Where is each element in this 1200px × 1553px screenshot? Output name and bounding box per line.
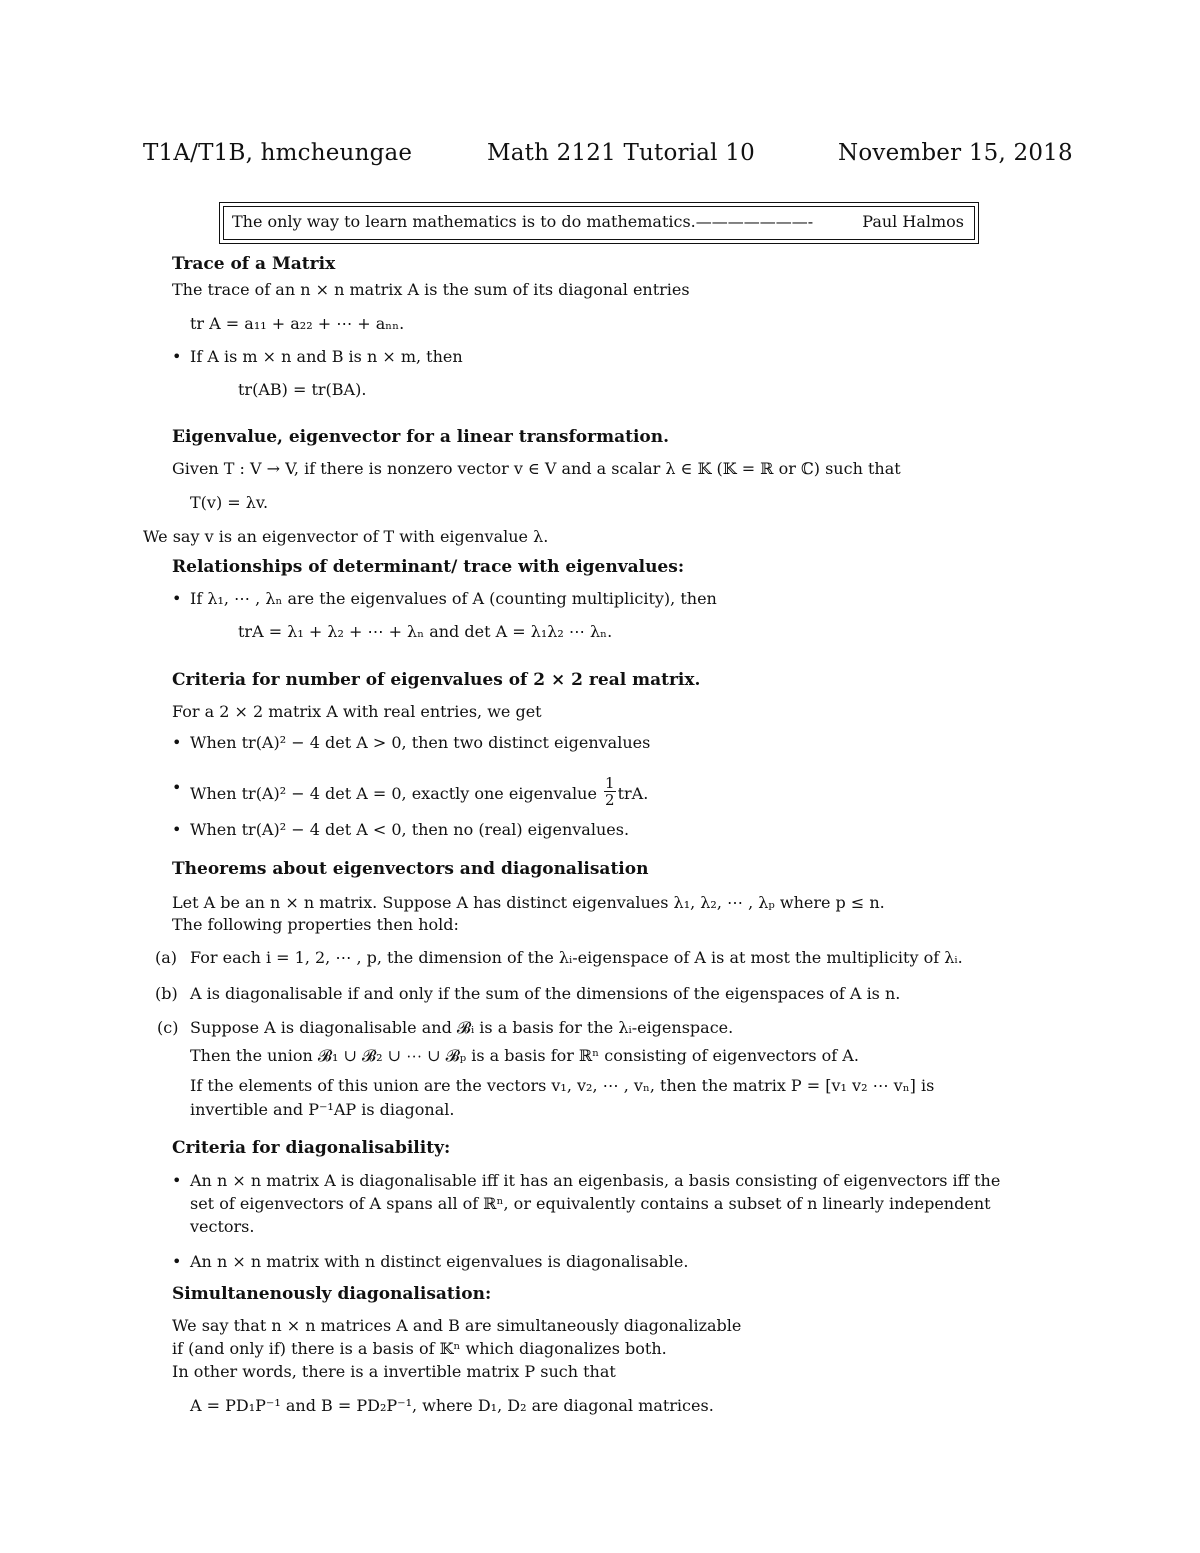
relationships-bullet: If λ₁, ⋯ , λₙ are the eigenvalues of A (counting multiplicity), then (190, 589, 717, 608)
header-date: November 15, 2018 (838, 140, 1073, 166)
theorems-intro-2: The following properties then hold: (172, 915, 459, 934)
criteria-bullet-2-post: trA. (617, 784, 649, 803)
diag-bullet-1-line-1: An n × n matrix A is diagonalisable iff it has an eigenbasis, a basis consisting of eigenvectors iff the (190, 1171, 1001, 1190)
bullet-icon: • (172, 820, 182, 839)
quote-text: The only way to learn mathematics is to do mathematics.———————- (232, 212, 814, 231)
quote-author: Paul Halmos (862, 212, 964, 231)
simultaneous-line-2: if (and only if) there is a basis of 𝕂ⁿ which diagonalizes both. (172, 1339, 667, 1358)
header-title: Math 2121 Tutorial 10 (487, 140, 755, 166)
bullet-icon: • (172, 1252, 182, 1271)
trace-intro: The trace of an n × n matrix A is the sum of its diagonal entries (172, 280, 690, 299)
fraction-half (604, 775, 616, 808)
bullet-icon: • (172, 778, 182, 797)
bullet-icon: • (172, 733, 182, 752)
theorem-c-text-1: Suppose A is diagonalisable and 𝓑ᵢ is a basis for the λᵢ-eigenspace. (190, 1018, 734, 1037)
theorems-intro-1: Let A be an n × n matrix. Suppose A has distinct eigenvalues λ₁, λ₂, ⋯ , λₚ where p ≤ n. (172, 893, 885, 912)
trace-bullet: If A is m × n and B is n × m, then (190, 347, 463, 366)
heading-diagonalisability: Criteria for diagonalisability: (172, 1138, 451, 1158)
fraction-denominator: 2 (605, 791, 615, 809)
theorem-a-label: (a) (155, 948, 178, 967)
diag-bullet-2: An n × n matrix with n distinct eigenvalues is diagonalisable. (190, 1252, 689, 1271)
trace-bullet-formula: tr(AB) = tr(BA). (238, 380, 367, 399)
simultaneous-formula: A = PD₁P⁻¹ and B = PD₂P⁻¹, where D₁, D₂ are diagonal matrices. (190, 1396, 714, 1415)
eigen-given: Given T : V → V, if there is nonzero vector v ∈ V and a scalar λ ∈ 𝕂 (𝕂 = ℝ or ℂ) such that (172, 459, 901, 478)
theorem-c-text-2: Then the union 𝓑₁ ∪ 𝓑₂ ∪ ⋯ ∪ 𝓑ₚ is a basis for ℝⁿ consisting of eigenvectors of A. (190, 1046, 859, 1065)
criteria-bullet-2 (190, 774, 649, 811)
fraction-numerator: 1 (605, 774, 615, 792)
diag-bullet-1-line-3: vectors. (190, 1217, 255, 1236)
relationships-formula: trA = λ₁ + λ₂ + ⋯ + λₙ and det A = λ₁λ₂ ⋯ λₙ. (238, 622, 613, 641)
criteria-bullet-2-text: When tr(A)² − 4 det A = 0, exactly one eigenvalue (190, 784, 597, 803)
theorem-b-label: (b) (155, 984, 178, 1003)
heading-simultaneous: Simultanenously diagonalisation: (172, 1284, 492, 1304)
eigen-say: We say v is an eigenvector of T with eigenvalue λ. (143, 527, 549, 546)
header-course-section: T1A/T1B, hmcheungae (143, 140, 413, 166)
diag-bullet-1-line-2: set of eigenvectors of A spans all of ℝⁿ, or equivalently contains a subset of n linearly independent (190, 1194, 991, 1213)
eigen-formula: T(v) = λv. (190, 493, 269, 512)
heading-trace: Trace of a Matrix (172, 254, 336, 274)
criteria-intro: For a 2 × 2 matrix A with real entries, we get (172, 702, 542, 721)
criteria-bullet-1: When tr(A)² − 4 det A > 0, then two distinct eigenvalues (190, 733, 651, 752)
theorem-c-text-3: If the elements of this union are the vectors v₁, v₂, ⋯ , vₙ, then the matrix P = [v₁ v₂ ⋯ vₙ] is (190, 1076, 935, 1095)
heading-eigen: Eigenvalue, eigenvector for a linear transformation. (172, 427, 670, 447)
bullet-icon: • (172, 1171, 182, 1190)
quote-box (219, 202, 979, 244)
heading-theorems: Theorems about eigenvectors and diagonalisation (172, 859, 649, 879)
simultaneous-line-1: We say that n × n matrices A and B are simultaneously diagonalizable (172, 1316, 742, 1335)
bullet-icon: • (172, 347, 182, 366)
trace-formula: tr A = a₁₁ + a₂₂ + ⋯ + aₙₙ. (190, 314, 405, 333)
heading-criteria-2x2: Criteria for number of eigenvalues of 2 × 2 real matrix. (172, 670, 701, 690)
bullet-icon: • (172, 589, 182, 608)
quote-box-inner (223, 206, 975, 240)
theorem-c-label: (c) (157, 1018, 179, 1037)
heading-relationships: Relationships of determinant/ trace with eigenvalues: (172, 557, 685, 577)
theorem-a-text: For each i = 1, 2, ⋯ , p, the dimension of the λᵢ-eigenspace of A is at most the multiplicity of λᵢ. (190, 948, 963, 967)
simultaneous-line-3: In other words, there is a invertible matrix P such that (172, 1362, 616, 1381)
theorem-c-text-4: invertible and P⁻¹AP is diagonal. (190, 1100, 455, 1119)
theorem-b-text: A is diagonalisable if and only if the sum of the dimensions of the eigenspaces of A is n. (190, 984, 901, 1003)
criteria-bullet-3: When tr(A)² − 4 det A < 0, then no (real) eigenvalues. (190, 820, 630, 839)
